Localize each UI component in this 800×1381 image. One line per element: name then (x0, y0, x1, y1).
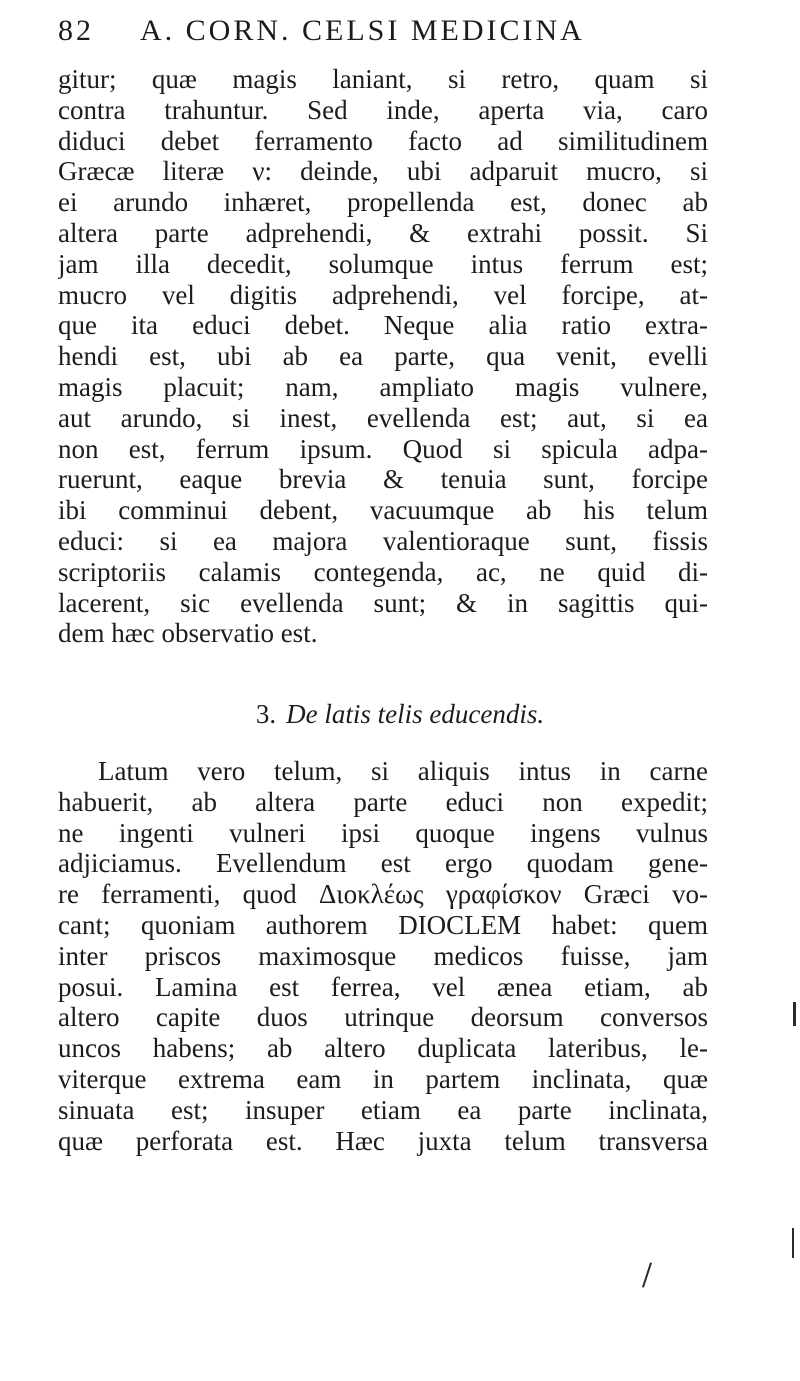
text-line: Latum vero telum, si aliquis intus in carne (98, 756, 708, 786)
text-line: jam illa decedit, solumque intus ferrum est; (58, 248, 708, 279)
section-title: De latis telis educendis. (286, 699, 545, 729)
text-line: magis placuit; nam, ampliato magis vulnere, (58, 371, 708, 402)
text-line: mucro vel digitis adprehendi, vel forcipe, at- (58, 279, 708, 310)
text-line: scriptoriis calamis contegenda, ac, ne quid di- (58, 556, 708, 587)
text-line: viterque extrema eam in partem inclinata, quæ (58, 1063, 708, 1094)
text-line: cant; quoniam authorem DIOCLEM habet: quem (58, 909, 708, 940)
text-line: ruerunt, eaque brevia & tenuia sunt, forcipe (58, 464, 708, 495)
text-line: uncos habens; ab altero duplicata lateribus, le- (58, 1033, 708, 1064)
text-line: non est, ferrum ipsum. Quod si spicula adpa- (58, 433, 708, 464)
running-head (58, 14, 718, 58)
text-line: Græcæ literæ ν: deinde, ubi adparuit mucro, si (58, 156, 708, 187)
text-line: educi: si ea majora valentioraque sunt, fissis (58, 525, 708, 556)
scan-edge-mark (793, 1002, 796, 1026)
section-number: 3. (255, 699, 277, 729)
text-line: ei arundo inhæret, propellenda est, donec ab (58, 187, 708, 218)
text-line: diduci debet ferramento facto ad similitudinem (58, 125, 708, 156)
text-line: dem hæc observatio est. (58, 618, 318, 649)
paragraph-1 (58, 64, 708, 649)
text-line: ibi comminui debent, vacuumque ab his telum (58, 495, 708, 526)
running-title: A. CORN. CELSI MEDICINA (140, 14, 585, 47)
text-line: hendi est, ubi ab ea parte, qua venit, evelli (58, 341, 708, 372)
text-line: sinuata est; insuper etiam ea parte inclinata, (58, 1094, 708, 1125)
paragraph-2 (58, 756, 708, 1156)
text-line: lacerent, sic evellenda sunt; & in sagittis qui- (58, 587, 708, 618)
text-line: contra trahuntur. Sed inde, aperta via, caro (58, 94, 708, 125)
scan-edge-mark (792, 1228, 794, 1258)
text-line: re ferramenti, quod Διοκλέως γραφίσκον Græci vo- (58, 879, 708, 910)
text-line: ne ingenti vulneri ipsi quoque ingens vulnus (58, 817, 708, 848)
text-line: habuerit, ab altera parte educi non expedit; (58, 786, 708, 817)
text-line: aut arundo, si inest, evellenda est; aut, si ea (58, 402, 708, 433)
text-line: que ita educi debet. Neque alia ratio extra- (58, 310, 708, 341)
text-line: inter priscos maximosque medicos fuisse, jam (58, 940, 708, 971)
page-number: 82 (58, 14, 94, 47)
text-line: posui. Lamina est ferrea, vel ænea etiam, ab (58, 971, 708, 1002)
scan-stray-mark (642, 1262, 652, 1287)
text-line: altera parte adprehendi, & extrahi possit. Si (58, 217, 708, 248)
text-line: altero capite duos utrinque deorsum conversos (58, 1002, 708, 1033)
text-line: gitur; quæ magis laniant, si retro, quam si (58, 64, 708, 94)
section-heading (0, 694, 800, 734)
text-line: adjiciamus. Evellendum est ergo quodam gene- (58, 848, 708, 879)
text-line: quæ perforata est. Hæc juxta telum transversa (58, 1125, 708, 1156)
